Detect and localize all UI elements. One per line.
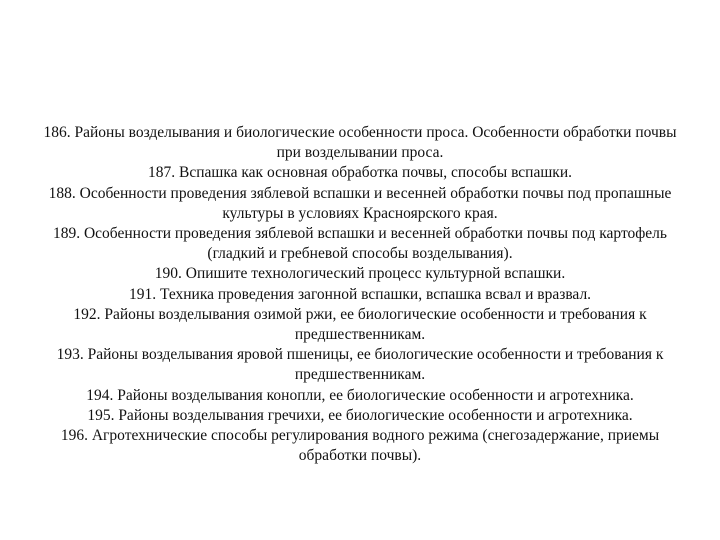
question-194: 194. Районы возделывания конопли, ее биологические особенности и агротехника. — [86, 386, 634, 404]
question-193: 193. Районы возделывания яровой пшеницы, ее биологические особенности и требования к предшественникам. — [56, 346, 664, 384]
question-195: 195. Районы возделывания гречихи, ее биологические особенности и агротехника. — [87, 406, 633, 424]
question-187: 187. Вспашка как основная обработка почвы, способы вспашки. — [148, 164, 572, 182]
question-189: 189. Особенности проведения зяблевой вспашки и весенней обработки почвы под картофель (гладкий и гребневой способы возделывания). — [52, 225, 667, 263]
question-192: 192. Районы возделывания озимой ржи, ее биологические особенности и требования к предшественникам. — [73, 305, 647, 344]
question-186: 186. Районы возделывания и биологические особенности проса. Особенности обработки почвы при возделывании проса. — [43, 124, 677, 162]
question-list — [30, 123, 690, 466]
question-190: 190. Опишите технологический процесс культурной вспашки. — [154, 265, 566, 283]
question-188: 188. Особенности проведения зяблевой вспашки и весенней обработки почвы под пропашные культуры в условиях Красноярского края. — [48, 184, 672, 222]
question-191: 191. Техника проведения загонной вспашки, вспашка всвал и вразвал. — [128, 285, 592, 303]
question-196: 196. Агротехнические способы регулирования водного режима (снегозадержание, приемы обработки почвы). — [60, 427, 660, 465]
